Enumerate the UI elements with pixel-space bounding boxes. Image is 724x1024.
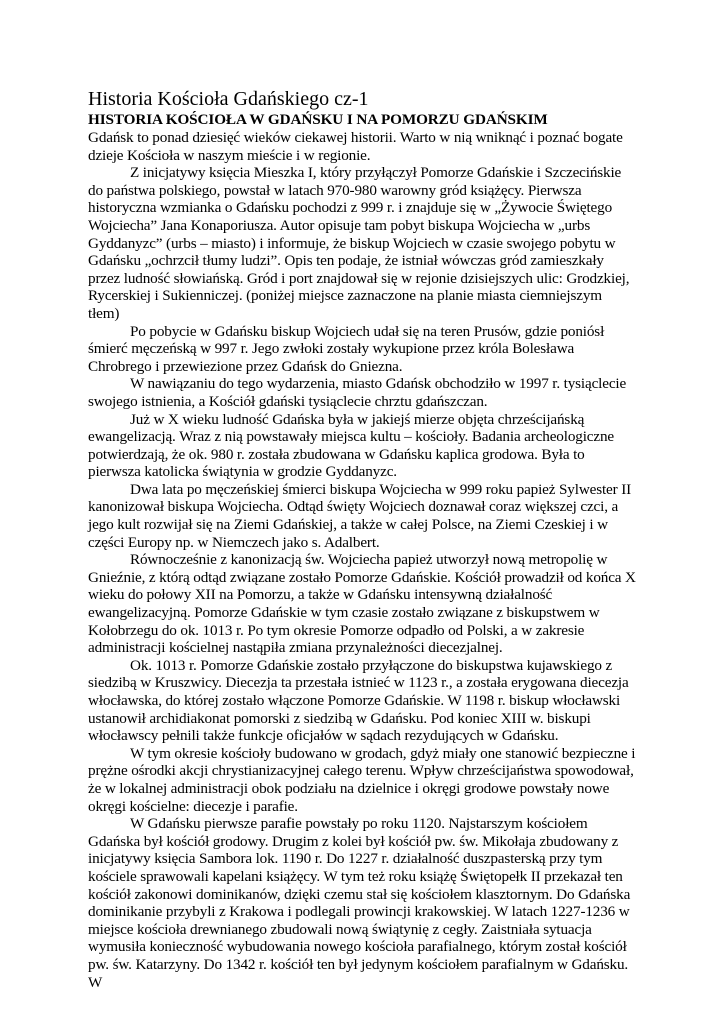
paragraph-canonization: Dwa lata po męczeńskiej śmierci biskupa Wojciecha w 999 roku papież Sylwester II kanonizował biskupa Wojciecha. Odtąd święty Wojciech doznawał coraz większej czci, a jego kult rozwijał się na Ziemi Gdańskiej, a także w całej Polsce, na Ziemi Czeskiej i w części Europy np. w Niemczech jako s. Adalbert.	[88, 480, 632, 551]
document-page	[88, 88, 636, 991]
document-subtitle: HISTORIA KOŚCIOŁA W GDAŃSKU I NA POMORZU GDAŃSKIM	[88, 111, 548, 128]
paragraph-metropolis: Równocześnie z kanonizacją św. Wojciecha papież utworzył nową metropolię w Gnieźnie, z którą odtąd związane zostało Pomorze Gdańskie. Kościół prowadził od końca X wieku do połowy XII na Pomorzu, a także w Gdańsku intensywną działalność ewangelizacyjną. Pomorze Gdańskie w tym czasie zostało związane z biskupstwem w Kołobrzegu do ok. 1013 r. Po tym okresie Pomorze odpadło od Polski, a w zakresie administracji kościelnej nastąpiła zmiana przynależności diecezjalnej.	[88, 551, 636, 657]
document-title: Historia Kościoła Gdańskiego cz-1	[88, 88, 369, 110]
paragraph-churches-in-strongholds: W tym okresie kościoły budowano w grodach, gdyż miały one stanowić bezpieczne i prężne ośrodki akcji chrystianizacyjnej całego terenu. Wpływ chrześcijaństwa spowodował, że w lokalnej administracji obok podziału na dzielnice i okręgi grodowe powstały nowe okręgi kościelne: diecezje i parafie.	[88, 744, 636, 815]
paragraph-first-parishes: W Gdańsku pierwsze parafie powstały po roku 1120. Najstarszym kościołem Gdańska był kościół grodowy. Drugim z kolei był kościół pw. św. Mikołaja zbudowany z inicjatywy księcia Sambora lok. 1190 r. Do 1227 r. działalność duszpasterską przy tym kościele sprawowali kapelani książęcy. W tym też roku książę Świętopełk II przekazał ten kościół zakonowi dominikanów, dzięki czemu stał się kościołem klasztornym. Do Gdańska dominikanie przybyli z Krakowa i podlegali prowincji krakowskiej. W latach 1227-1236 w miejsce kościoła drewnianego zbudowali nową świątynię z cegły. Zaistniała sytuacja wymusiła konieczność wybudowania nowego kościoła parafialnego, którym został kościół pw. św. Katarzyny. Do 1342 r. kościół ten był jedynym kościołem parafialnym w Gdańsku. W	[88, 815, 631, 991]
paragraph-intro: Gdańsk to ponad dziesięć wieków ciekawej historii. Warto w nią wniknąć i poznać bogate dzieje Kościoła w naszym mieście i w regionie.	[88, 129, 623, 164]
paragraph-wojciech-death: Po pobycie w Gdańsku biskup Wojciech udał się na teren Prusów, gdzie poniósł śmierć męczeńską w 997 r. Jego zwłoki zostały wykupione przez króla Bolesława Chrobrego i przewiezione przez Gdańsk do Gniezna.	[88, 322, 605, 375]
paragraph-mieszko: Z inicjatywy księcia Mieszka I, który przyłączył Pomorze Gdańskie i Szczecińskie do państwa polskiego, powstał w latach 970-980 warowny gród książęcy. Pierwsza historyczna wzmianka o Gdańsku pochodzi z 999 r. i znajduje się w „Żywocie Świętego Wojciecha” Jana Konaporiusza. Autor opisuje tam pobyt biskupa Wojciecha w „urbs Gyddanyzc” (urbs – miasto) i informuje, że biskup Wojciech w czasie swojego pobytu w Gdańsku „ochrzcił tłumy ludzi”. Opis ten podaje, że istniał wówczas gród zamieszkały przez ludność słowiańską. Gród i port znajdował się w rejonie dzisiejszych ulic: Grodzkiej, Rycerskiej i Sukienniczej. (poniżej miejsce zaznaczone na planie miasta ciemniejszym tłem)	[88, 164, 630, 322]
paragraph-evangelization: Już w X wieku ludność Gdańska była w jakiejś mierze objęta chrześcijańską ewangelizacją. Wraz z nią powstawały miejsca kultu – kościoły. Badania archeologiczne potwierdzają, że ok. 980 r. została zbudowana w Gdańsku kaplica grodowa. Była to pierwsza katolicka świątynia w grodzie Gyddanyzc.	[88, 410, 614, 481]
paragraph-millennium: W nawiązaniu do tego wydarzenia, miasto Gdańsk obchodziło w 1997 r. tysiąclecie swojego istnienia, a Kościół gdański tysiąclecie chrztu gdańszczan.	[88, 375, 627, 410]
paragraph-diocese: Ok. 1013 r. Pomorze Gdańskie zostało przyłączone do biskupstwa kujawskiego z siedzibą w Kruszwicy. Diecezja ta przestała istnieć w 1123 r., a została erygowana diecezja włocławska, do której zostało włączone Pomorze Gdańskie. W 1198 r. biskup włocławski ustanowił archidiakonat pomorski z siedzibą w Gdańsku. Pod koniec XIII w. biskupi włocławscy pełnili także funkcje oficjałów w sądach rezydujących w Gdańsku.	[88, 656, 629, 745]
